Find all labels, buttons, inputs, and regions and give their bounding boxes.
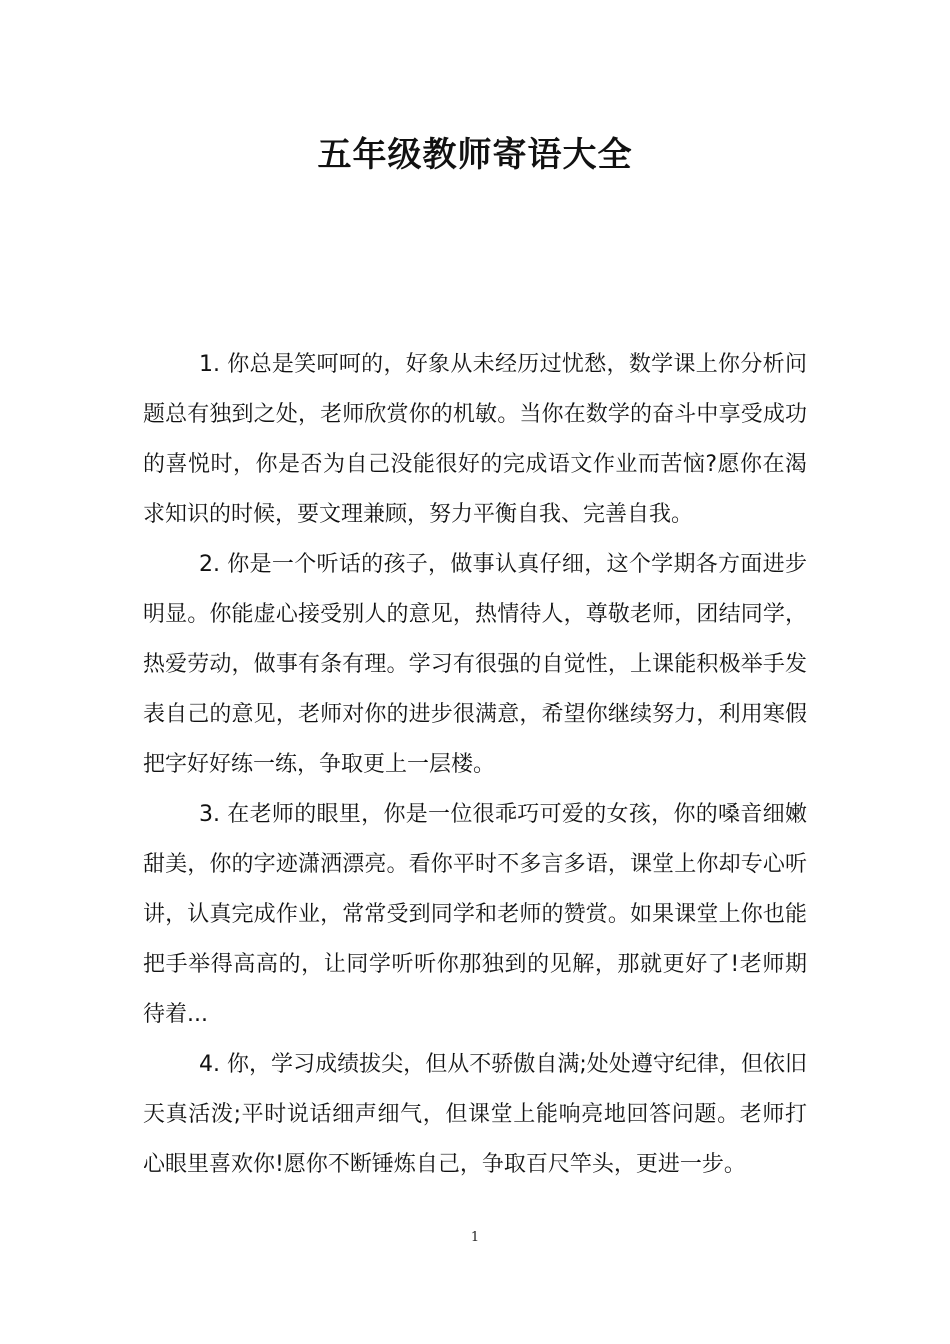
- paragraph-2: 2. 你是一个听话的孩子，做事认真仔细，这个学期各方面进步明显。你能虚心接受别人的意见，热情待人，尊敬老师，团结同学，热爱劳动，做事有条有理。学习有很强的自觉性，上课能积极举手发表自己的意见，老师对你的进步很满意，希望你继续努力，利用寒假把字好好练一练，争取更上一层楼。: [143, 552, 807, 777]
- paragraph-4: 4. 你，学习成绩拔尖，但从不骄傲自满;处处遵守纪律，但依旧天真活泼;平时说话细声细气，但课堂上能响亮地回答问题。老师打心眼里喜欢你!愿你不断锤炼自己，争取百尺竿头，更进一步。: [143, 1052, 807, 1177]
- paragraph-3: 3. 在老师的眼里，你是一位很乖巧可爱的女孩，你的嗓音细嫩甜美，你的字迹潇洒漂亮。看你平时不多言多语，课堂上你却专心听讲，认真完成作业，常常受到同学和老师的赞赏。如果课堂上你也能把手举得高高的，让同学听听你那独到的见解，那就更好了!老师期待着...: [143, 802, 807, 1027]
- paragraph-1: 1. 你总是笑呵呵的，好象从未经历过忧愁，数学课上你分析问题总有独到之处，老师欣赏你的机敏。当你在数学的奋斗中享受成功的喜悦时，你是否为自己没能很好的完成语文作业而苦恼?愿你在渴求知识的时候，要文理兼顾，努力平衡自我、完善自我。: [143, 352, 807, 527]
- document-title: 五年级教师寄语大全: [317, 135, 633, 175]
- document-body: [143, 340, 807, 1190]
- page-number: 1: [470, 1230, 480, 1245]
